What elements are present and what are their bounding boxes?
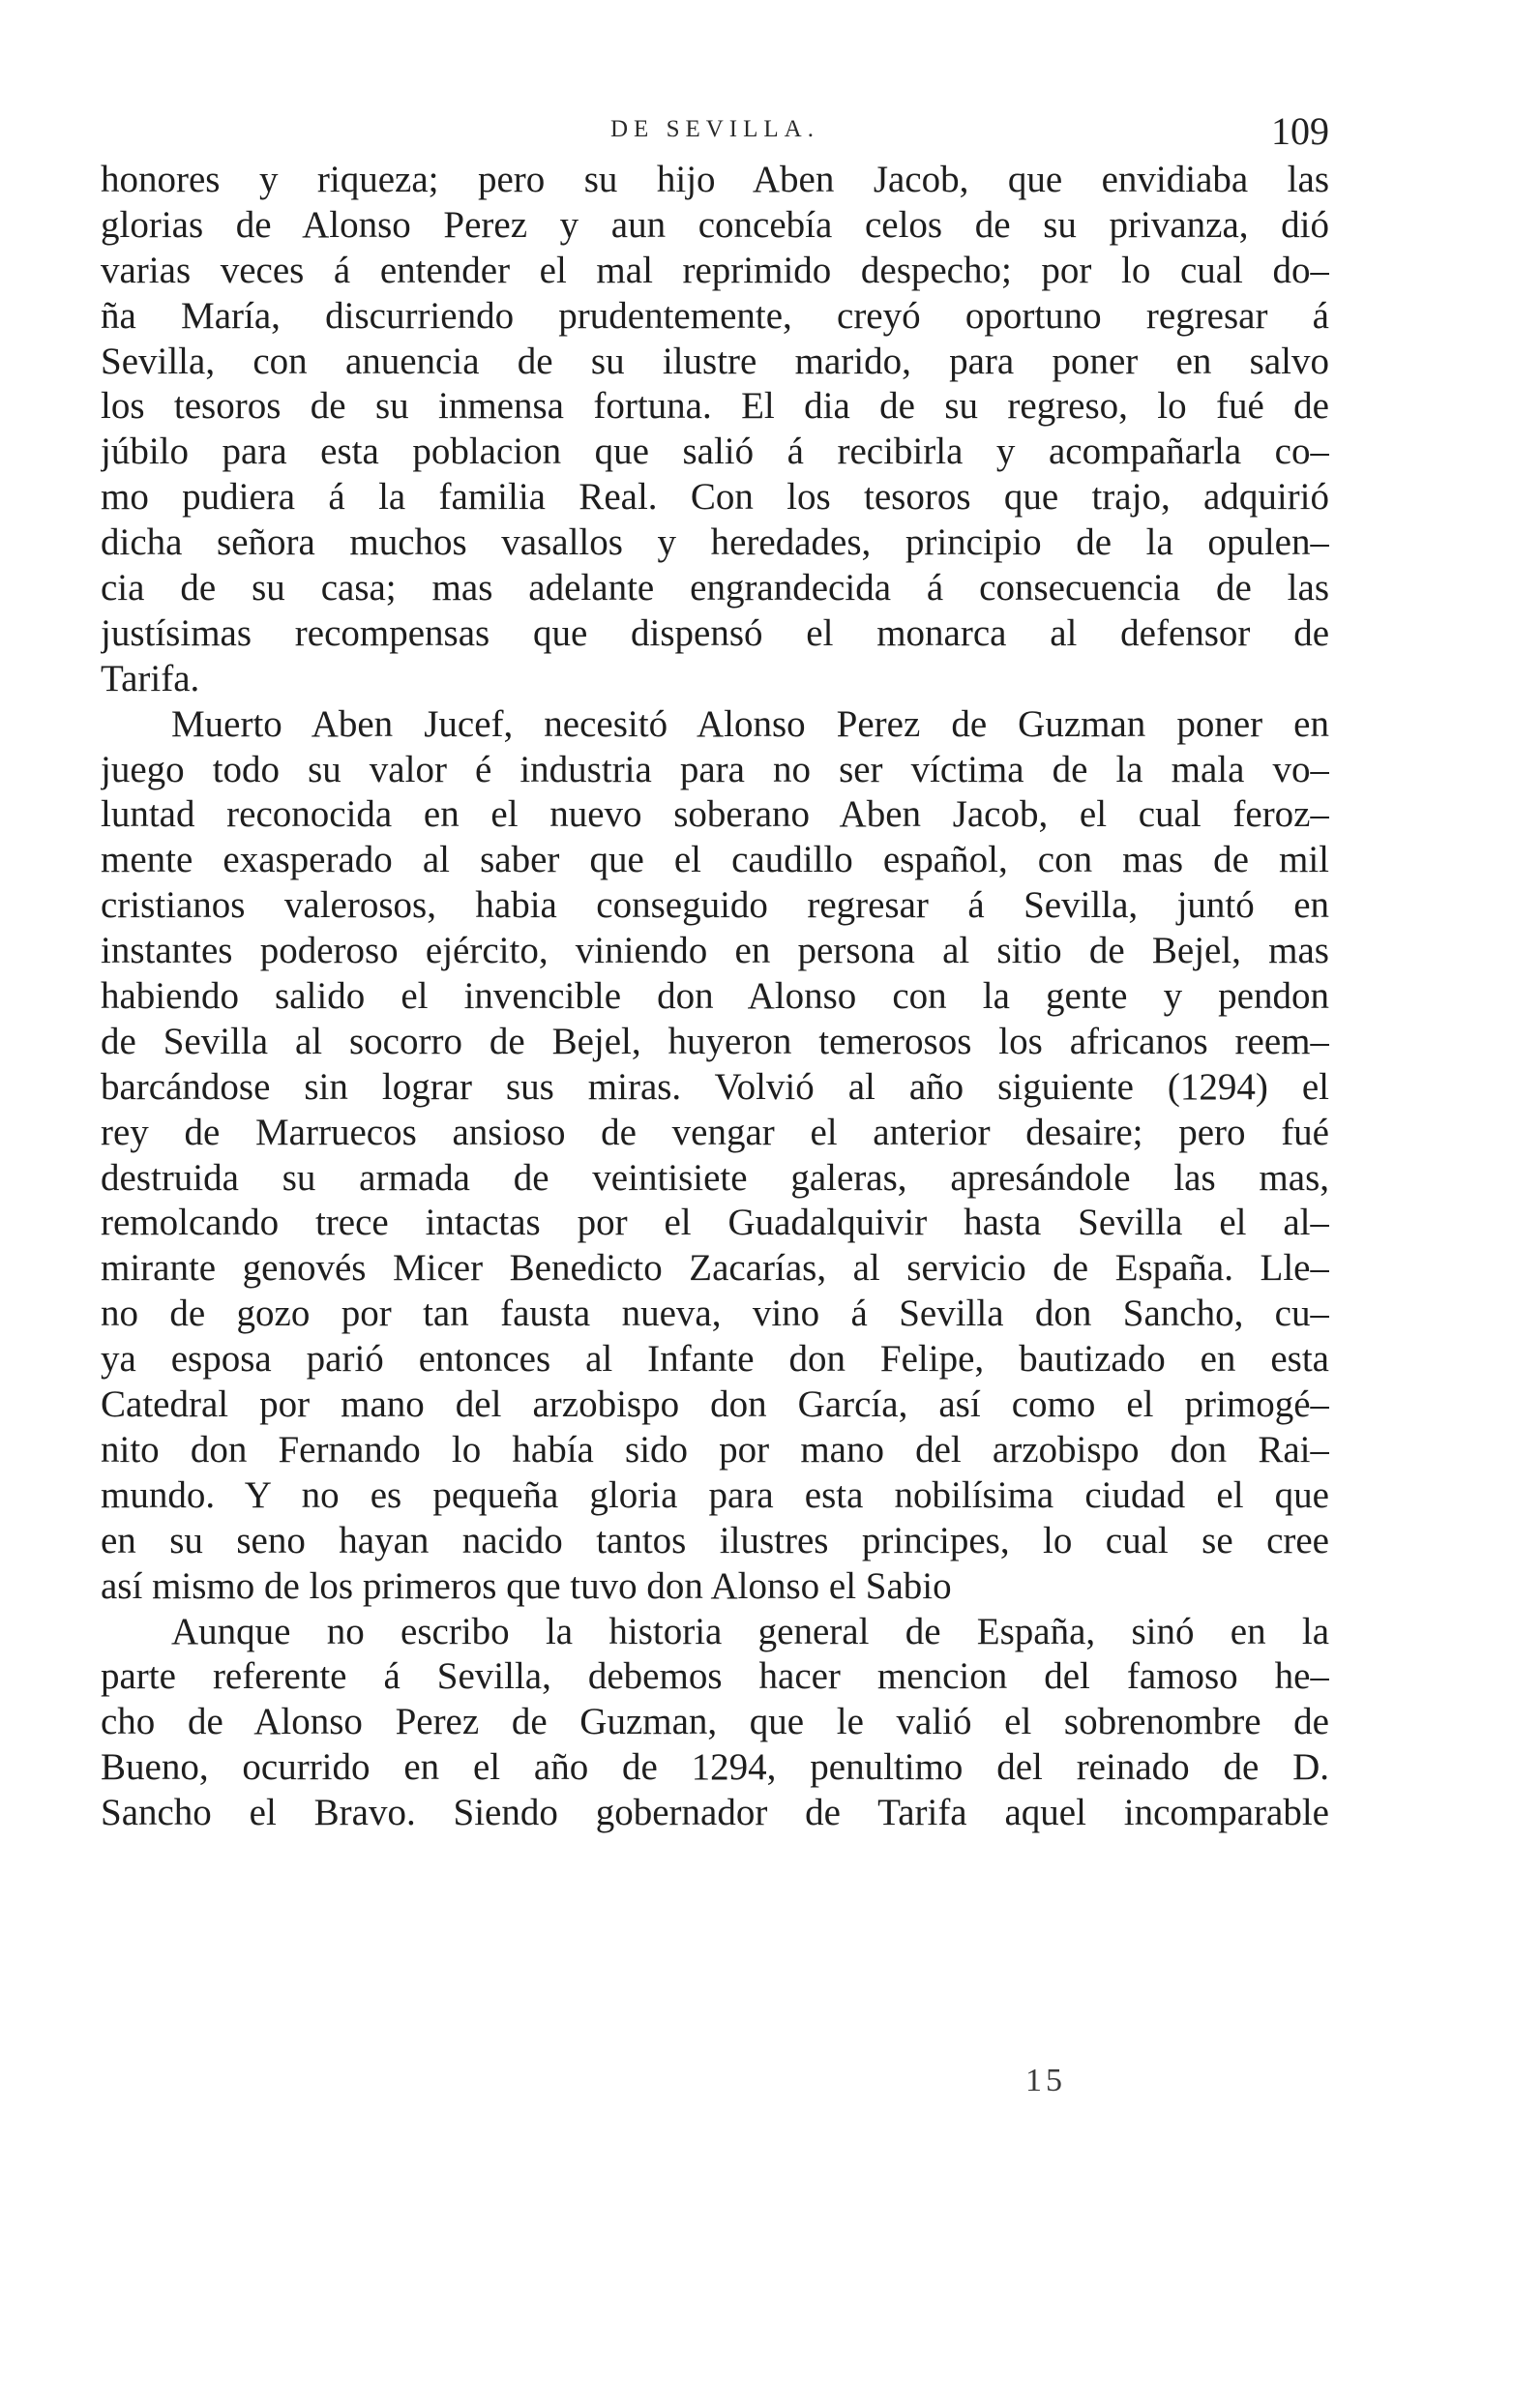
text-line: cho de Alonso Perez de Guzman, que le valió el sobrenombre de	[101, 1701, 1329, 1743]
text-line: júbilo para esta poblacion que salió á recibirla y acompañarla co–	[101, 431, 1329, 473]
text-line: ña María, discurriendo prudentemente, creyó oportuno regresar á	[101, 294, 1329, 337]
text-line: cristianos valerosos, habia conseguido regresar á Sevilla, juntó en	[101, 884, 1329, 927]
text-line: los tesoros de su inmensa fortuna. El dia de su regreso, lo fué de	[101, 385, 1329, 428]
text-line: nito don Fernando lo había sido por mano del arzobispo don Rai–	[101, 1428, 1329, 1471]
text-line: glorias de Alonso Perez y aun concebía celos de su privanza, dió	[101, 203, 1329, 246]
text-line: mo pudiera á la familia Real. Con los tesoros que trajo, adquirió	[101, 476, 1329, 519]
text-line: Sevilla, con anuencia de su ilustre marido, para poner en salvo	[101, 340, 1329, 382]
text-line: así mismo de los primeros que tuvo don Alonso el Sabio	[101, 1564, 952, 1607]
text-line: barcándose sin lograr sus miras. Volvió al año siguiente (1294) el	[101, 1065, 1329, 1108]
text-line: remolcando trece intactas por el Guadalquivir hasta Sevilla el al–	[101, 1202, 1329, 1244]
text-line: ya esposa parió entonces al Infante don Felipe, bautizado en esta	[101, 1338, 1329, 1381]
page-number: 109	[1271, 109, 1329, 153]
text-line: parte referente á Sevilla, debemos hacer mencion del famoso he–	[101, 1655, 1329, 1698]
text-line: Aunque no escribo la historia general de España, sinó en la	[171, 1610, 1329, 1652]
text-line: rey de Marruecos ansioso de vengar el anterior desaire; pero fué	[101, 1111, 1329, 1153]
signature-mark: 15	[1025, 2063, 1066, 2098]
text-line: habiendo salido el invencible don Alonso con la gente y pendon	[101, 975, 1329, 1018]
text-line: mente exasperado al saber que el caudillo español, con mas de mil	[101, 839, 1329, 881]
running-head: DE SEVILLA.	[610, 116, 819, 142]
text-line: Sancho el Bravo. Siendo gobernador de Tarifa aquel incomparable	[101, 1792, 1329, 1834]
text-line: dicha señora muchos vasallos y heredades, principio de la opulen–	[101, 521, 1329, 564]
text-line: justísimas recompensas que dispensó el monarca al defensor de	[101, 611, 1329, 654]
text-line: no de gozo por tan fausta nueva, vino á Sevilla don Sancho, cu–	[101, 1293, 1329, 1335]
text-line: juego todo su valor é industria para no ser víctima de la mala vo–	[101, 748, 1329, 790]
text-line: cia de su casa; mas adelante engrandecida á consecuencia de las	[101, 567, 1329, 609]
text-line: Catedral por mano del arzobispo don García, así como el primogé–	[101, 1383, 1329, 1426]
text-line: en su seno hayan nacido tantos ilustres principes, lo cual se cree	[101, 1519, 1329, 1561]
text-line: Tarifa.	[101, 657, 200, 699]
text-line: mundo. Y no es pequeña gloria para esta nobilísima ciudad el que	[101, 1473, 1329, 1516]
text-line: destruida su armada de veintisiete galeras, apresándole las mas,	[101, 1156, 1329, 1199]
text-line: luntad reconocida en el nuevo soberano Aben Jacob, el cual feroz–	[101, 793, 1329, 836]
text-line: Muerto Aben Jucef, necesitó Alonso Perez de Guzman poner en	[171, 702, 1329, 745]
text-line: mirante genovés Micer Benedicto Zacarías, al servicio de España. Lle–	[101, 1247, 1329, 1290]
page-header	[101, 108, 1329, 157]
text-line: honores y riqueza; pero su hijo Aben Jacob, que envidiaba las	[101, 159, 1329, 200]
body-text	[101, 158, 1329, 1836]
text-line: Bueno, ocurrido en el año de 1294, penultimo del reinado de D.	[101, 1746, 1329, 1789]
text-line: de Sevilla al socorro de Bejel, huyeron temerosos los africanos reem–	[101, 1020, 1329, 1062]
text-line: instantes poderoso ejército, viniendo en persona al sitio de Bejel, mas	[101, 930, 1329, 972]
text-line: varias veces á entender el mal reprimido despecho; por lo cual do–	[101, 249, 1329, 291]
